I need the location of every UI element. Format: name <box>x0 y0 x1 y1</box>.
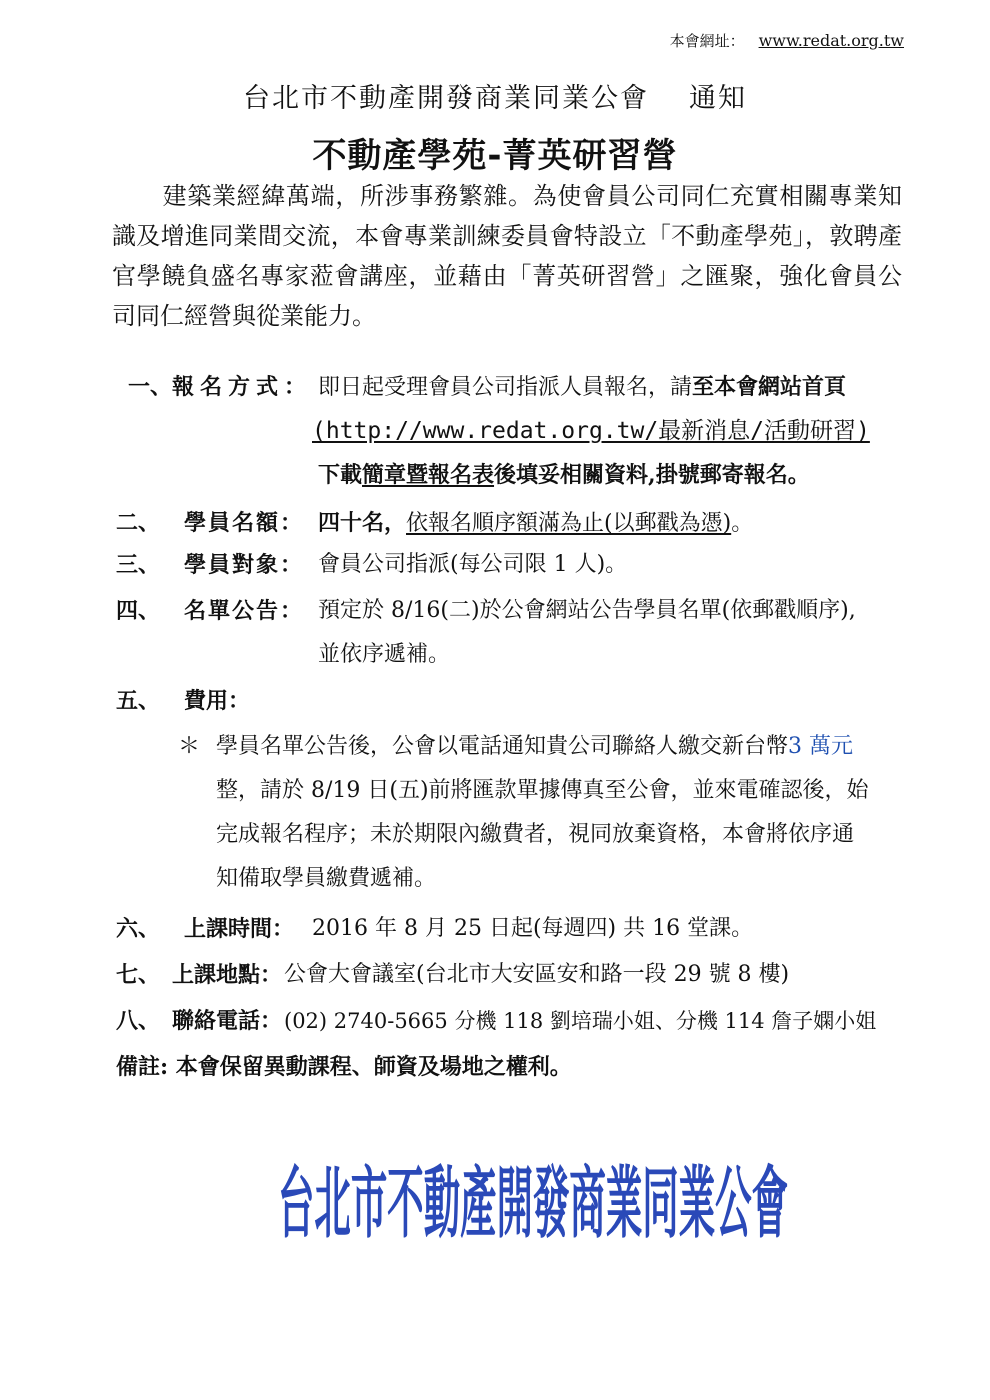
fee-bullet: ＊ <box>178 734 201 759</box>
item-quota-label: 學員名額： <box>184 510 305 536</box>
quota-note: 依報名順序額滿為止(以郵戳為憑) <box>406 511 732 536</box>
header-url-line <box>670 30 904 51</box>
item-fee-label: 費用： <box>184 688 251 714</box>
item-contact-label: 聯絡電話： <box>172 1008 283 1034</box>
fee-amount: 3 萬元 <box>788 734 854 759</box>
item-target-label: 學員對象： <box>184 552 305 578</box>
intro-paragraph <box>112 176 902 336</box>
quota-value-line <box>318 508 753 539</box>
contact-value: (02) 2740-5665 分機 118 劉培瑞小姐、分機 114 詹子嫻小姐 <box>284 1009 877 1033</box>
organization-stamp <box>278 1150 798 1260</box>
item-announce-heading: 四、 <box>116 598 161 624</box>
organization-title <box>0 76 990 115</box>
registration-site-text: 至本會網站首頁 <box>692 374 847 400</box>
item-announce-label: 名單公告： <box>184 598 305 624</box>
fee-line-3: 完成報名程序；未於期限內繳費者，視同放棄資格，本會將依序通 <box>216 822 855 847</box>
item-fee-heading: 五、 <box>116 688 161 714</box>
intro-text: 建築業經緯萬端，所涉事務繁雜。為使會員公司同仁充實相關專業知識及增進同業間交流，本會專業訓練委員會特設立「不動產學苑」，敦聘產官學饒負盛名專家蒞會講座，並藉由「菁英研習營」之匯聚，強化會員公司同仁經營與從業能力。 <box>112 182 902 330</box>
stamp-text: 台北市不動產開發商業同業公會 <box>278 1159 788 1249</box>
mail-text: 後填妥相關資料,掛號郵寄報名。 <box>494 462 810 488</box>
url-label: 本會網址： <box>669 32 745 50</box>
registration-text: 即日起受理會員公司指派人員報名，請 <box>318 375 693 400</box>
registration-link-line <box>312 416 870 446</box>
item-schedule-label: 上課時間： <box>184 916 295 942</box>
fee-line-2: 整，請於 8/19 日(五)前將匯款單據傳真至公會，並來電確認後，始 <box>216 778 869 803</box>
website-link[interactable]: www.redat.org.tw <box>758 31 904 50</box>
announce-line-2: 並依序遞補。 <box>318 642 451 667</box>
schedule-value: 2016 年 8 月 25 日起(每週四) 共 16 堂課。 <box>312 916 754 941</box>
announce-line-1: 預定於 8/16(二)於公會網站公告學員名單(依郵戳順序), <box>318 598 856 623</box>
item-number: 二、 <box>116 510 161 536</box>
remark-note: 備註: 本會保留異動課程、師資及場地之權利。 <box>116 1054 572 1080</box>
notice-label: 通知 <box>689 83 747 114</box>
item-venue-heading: 七、 <box>116 962 161 988</box>
fee-text: 學員名單公告後，公會以電話通知貴公司聯絡人繳交新台幣 <box>216 734 789 759</box>
page-title: 不動產學苑-菁英研習營 <box>312 136 678 176</box>
item-target-heading: 三、 <box>116 552 161 578</box>
item-contact-heading: 八、 <box>116 1008 161 1034</box>
fee-line-4: 知備取學員繳費遞補。 <box>216 866 437 891</box>
item-number: 一、 <box>128 374 173 400</box>
venue-value: 公會大會議室(台北市大安區安和路一段 29 號 8 樓) <box>284 962 790 987</box>
fee-line-1 <box>216 732 853 762</box>
registration-line-1 <box>318 372 846 403</box>
download-text: 下載 <box>318 462 363 488</box>
item-venue-label: 上課地點： <box>172 962 283 988</box>
item-schedule-heading: 六、 <box>116 916 161 942</box>
registration-line-3 <box>318 460 810 490</box>
item-registration-heading <box>128 372 312 402</box>
organization-name: 台北市不動產開發商業同業公會 <box>243 83 649 114</box>
quota-end: 。 <box>731 511 754 536</box>
item-quota-heading <box>116 508 160 538</box>
quota-value: 四十名， <box>318 510 407 536</box>
target-value: 會員公司指派(每公司限 1 人)。 <box>318 552 628 577</box>
brochure-form-text: 簡章暨報名表 <box>362 462 495 488</box>
registration-link[interactable]: (http://www.redat.org.tw/最新消息/活動研習) <box>312 418 870 444</box>
item-label: 報名方式： <box>172 374 313 400</box>
